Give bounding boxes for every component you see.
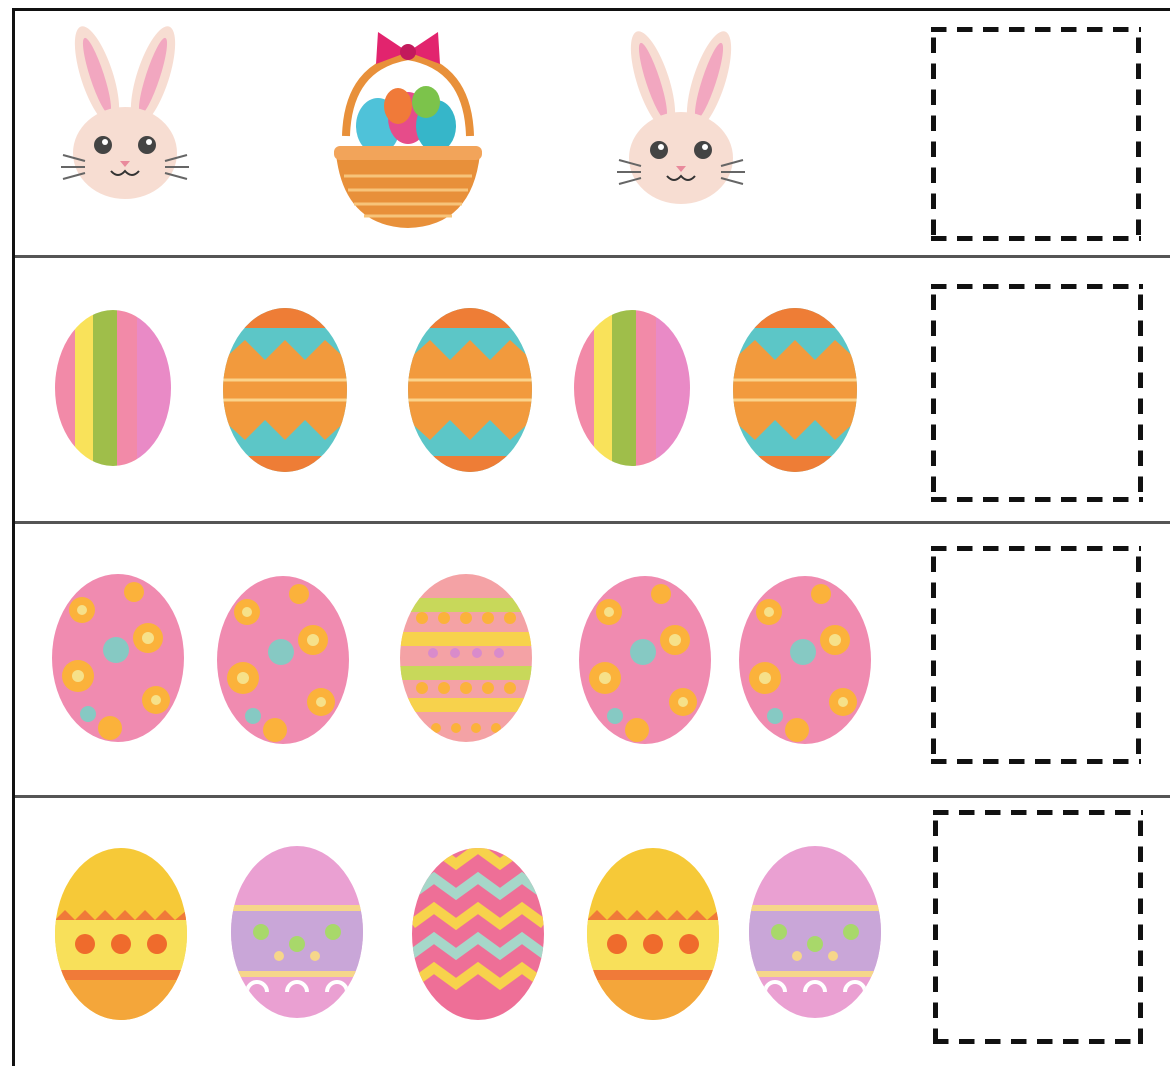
pink-floral-egg-icon [749,844,881,1020]
yellow-band-egg-icon [587,846,719,1022]
bunny-face-icon [617,27,745,204]
row-3-items [15,524,915,794]
pattern-row-1 [15,11,1170,255]
answer-box[interactable] [931,284,1143,502]
flower-egg-icon [739,576,871,744]
row-2-items [15,258,915,522]
flower-egg-icon [217,576,349,744]
zigzag-egg-icon [733,306,857,476]
dotted-band-egg-icon [400,572,532,744]
answer-box[interactable] [933,810,1143,1044]
flower-egg-icon [52,574,184,742]
flower-egg-icon [579,576,711,744]
answer-box[interactable] [931,546,1141,764]
pattern-row-3 [15,524,1170,794]
striped-egg-icon [574,308,690,468]
chevron-egg-icon [412,846,544,1022]
yellow-band-egg-icon [55,846,187,1022]
row-1-items [15,11,915,255]
pattern-row-2 [15,258,1170,522]
easter-basket-icon [334,32,482,228]
striped-egg-icon [55,308,171,468]
zigzag-egg-icon [223,306,347,476]
row-4-items [15,798,915,1066]
pattern-row-4 [15,798,1170,1066]
bunny-face-icon [61,22,189,199]
pink-floral-egg-icon [231,844,363,1020]
answer-box[interactable] [931,27,1141,241]
zigzag-egg-icon [408,306,532,476]
